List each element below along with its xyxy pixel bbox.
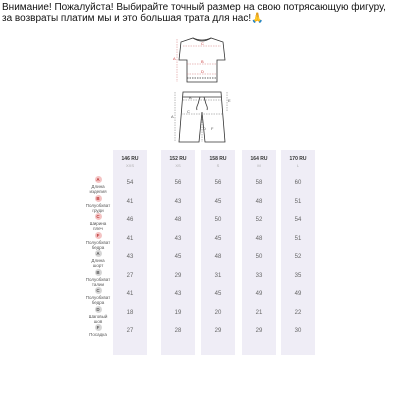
art-top-label-a: A: [173, 56, 176, 61]
art-bottom-label-e: E: [228, 98, 231, 103]
art-top-label-b: B: [201, 59, 204, 64]
measurement-label: [82, 287, 114, 305]
table-cell: 56: [174, 180, 182, 186]
measurement-name: Полуобхват талии: [85, 276, 111, 287]
size-label: 164 RU: [250, 156, 268, 162]
measurement-label: [82, 176, 114, 194]
table-cell: 58: [255, 180, 263, 186]
table-cell: 45: [214, 291, 222, 297]
size-column-header: [201, 156, 235, 168]
measurement-label: [82, 232, 114, 250]
measurement-name: Полуобхват бедра: [85, 239, 111, 250]
table-row: [0, 306, 400, 324]
size-sub-label: L: [296, 163, 300, 168]
size-label: 152 RU: [169, 156, 187, 162]
art-bottom-label-a: A: [171, 114, 174, 119]
table-row: [0, 213, 400, 231]
size-column-header: [161, 156, 195, 168]
table-cell: 30: [294, 328, 302, 334]
table-cell: 41: [126, 198, 134, 205]
garment-diagram: [165, 34, 240, 146]
table-cell: 27: [126, 328, 134, 334]
art-bottom-label-b: B: [189, 95, 192, 100]
measurement-label: [82, 269, 114, 287]
measurement-badge: B: [96, 195, 100, 201]
notice-text: Внимание! Пожалуйста! Выбирайте точный размер на свою потрясающую фигуру, за возвраты платим мы и это большая трата для нас!🙏: [2, 2, 386, 24]
table-cell: 51: [294, 198, 302, 205]
measurement-label: [82, 213, 114, 231]
table-cell: 48: [174, 217, 182, 223]
table-cell: 41: [126, 235, 134, 242]
table-cell: 45: [214, 235, 222, 242]
table-cell: 52: [255, 217, 263, 223]
table-row: [0, 287, 400, 305]
table-cell: 20: [214, 309, 222, 316]
table-cell: 43: [174, 291, 182, 297]
table-cell: 45: [214, 198, 222, 205]
table-cell: 54: [294, 217, 302, 223]
size-column-header: [242, 156, 276, 168]
table-cell: 22: [294, 309, 302, 316]
size-sub-label: XXS: [125, 163, 134, 168]
table-cell: 29: [214, 328, 222, 334]
measurement-name: Шаговый шов: [88, 313, 108, 324]
art-bottom-label-c: C: [187, 109, 190, 114]
measurement-badge: B: [96, 269, 100, 275]
size-sub-label: M: [257, 163, 261, 168]
table-cell: 51: [294, 235, 302, 242]
table-cell: 56: [214, 180, 222, 186]
table-cell: 48: [214, 254, 222, 260]
table-cell: 54: [126, 180, 134, 186]
measurement-badge: A: [96, 177, 100, 182]
size-label: 170 RU: [289, 156, 307, 162]
table-row: [0, 269, 400, 287]
size-label: 146 RU: [121, 156, 139, 162]
table-cell: 45: [174, 254, 182, 260]
size-sub-label: S: [216, 163, 220, 168]
art-bottom-label-f: F: [211, 126, 214, 131]
table-cell: 29: [174, 272, 182, 279]
table-cell: 41: [126, 291, 134, 297]
table-cell: 48: [255, 235, 263, 242]
measurement-badge: C: [96, 288, 100, 293]
table-row: [0, 232, 400, 250]
table-row: [0, 176, 400, 194]
table-cell: 19: [174, 309, 182, 316]
table-cell: 48: [255, 198, 263, 205]
measurement-name: Длина шорт: [91, 258, 105, 268]
measurement-badge: D: [96, 306, 100, 312]
table-cell: 49: [255, 291, 263, 297]
measurement-name: Ширина плеч: [89, 221, 107, 231]
table-cell: 35: [294, 272, 302, 279]
size-column-header: [113, 156, 147, 168]
size-sub-label: XS: [175, 163, 181, 168]
measurement-badge: F: [95, 232, 102, 239]
table-cell: 18: [126, 309, 134, 316]
measurement-badge: C: [96, 214, 100, 219]
art-top-label-d: D: [201, 69, 204, 74]
art-top-label-c: C: [201, 41, 204, 46]
measurement-name: Посадка: [89, 332, 107, 337]
table-cell: 29: [255, 328, 263, 334]
measurement-label: [82, 324, 114, 337]
table-cell: 21: [255, 309, 263, 316]
table-cell: 49: [294, 291, 302, 297]
measurement-name: Полуобхват груди: [85, 202, 111, 213]
table-row: [0, 324, 400, 342]
table-cell: 28: [174, 328, 182, 334]
table-cell: 50: [214, 217, 222, 223]
table-cell: 52: [294, 254, 302, 260]
table-cell: 31: [214, 272, 222, 279]
table-cell: 46: [126, 217, 134, 223]
table-cell: 50: [255, 254, 263, 260]
art-bottom-label-d: D: [203, 126, 206, 131]
table-row: [0, 195, 400, 213]
table-cell: 33: [255, 272, 263, 279]
measurement-badge: A: [96, 251, 100, 256]
measurement-label: [82, 195, 114, 213]
table-row: [0, 250, 400, 268]
size-label: 158 RU: [209, 156, 227, 162]
measurement-badge: F: [95, 324, 102, 331]
measurement-name: Полуобхват бедра: [85, 295, 111, 305]
measurement-label: [82, 250, 114, 268]
size-column-header: [281, 156, 315, 168]
table-cell: 27: [126, 272, 134, 279]
table-cell: 43: [174, 198, 182, 205]
table-cell: 43: [174, 235, 182, 242]
table-cell: 60: [294, 180, 302, 186]
size-table: [0, 150, 400, 355]
measurement-label: [82, 306, 114, 324]
table-cell: 43: [126, 254, 134, 260]
measurement-name: Длина изделия: [89, 184, 107, 194]
